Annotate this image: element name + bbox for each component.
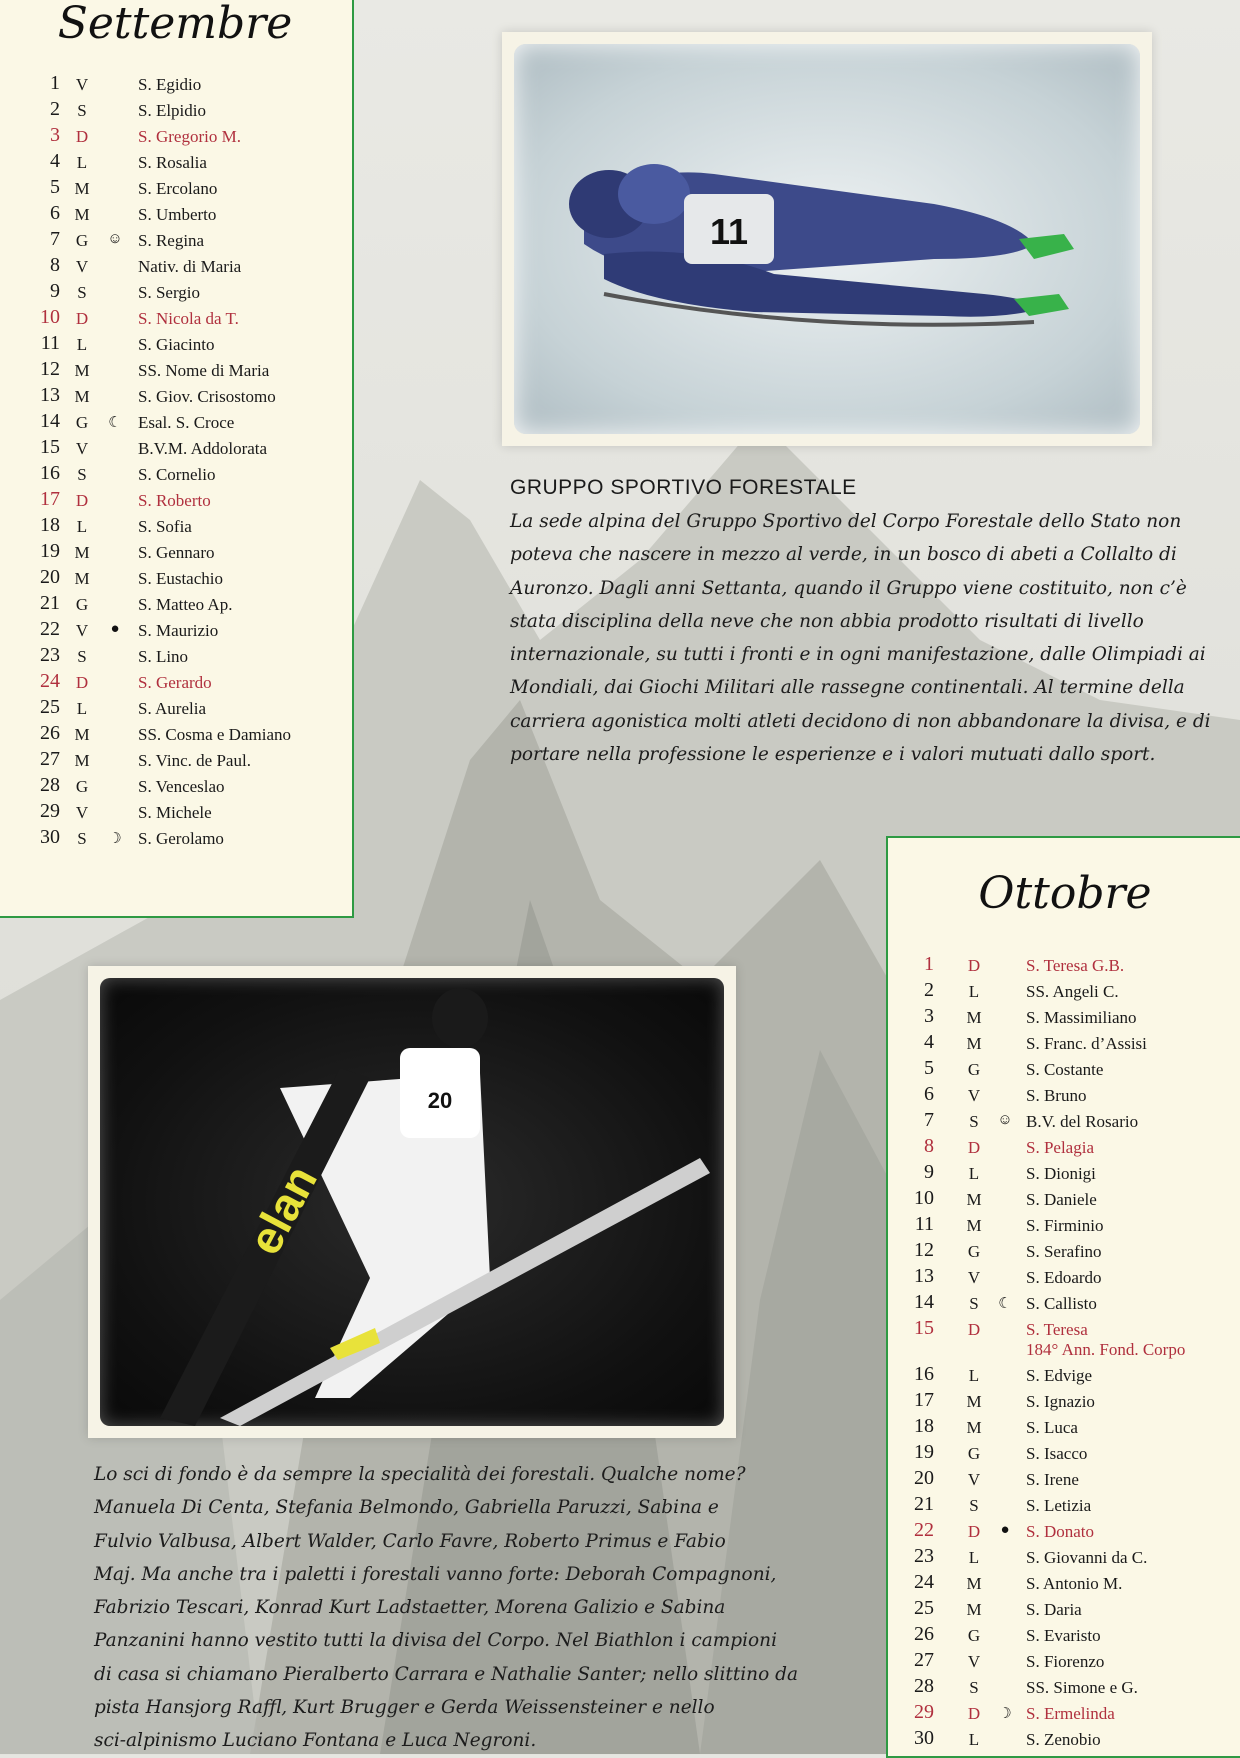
saint-name: S. Giacinto xyxy=(138,335,215,354)
saint-name: S. Aurelia xyxy=(138,699,206,718)
weekday-letter: D xyxy=(75,127,89,146)
moon-phase-icon: ☺ xyxy=(107,231,123,247)
weekday-letter: S xyxy=(77,647,87,666)
saint-name: S. Cornelio xyxy=(138,465,216,484)
weekday-letter: D xyxy=(967,956,981,975)
day-row xyxy=(888,1265,1238,1294)
text-line: pista Hansjorg Raffl, Kurt Brugger e Gerda Weissensteiner e nello xyxy=(94,1697,715,1719)
weekday-letter: V xyxy=(75,75,89,94)
weekday-letter: M xyxy=(74,543,90,562)
weekday-letter: M xyxy=(74,387,90,406)
day-number: 1 xyxy=(924,953,934,975)
text-line: Panzanini hanno vestito tutti la divisa del Corpo. Nel Biathlon i campioni xyxy=(94,1630,778,1652)
saint-name: S. Antonio M. xyxy=(1026,1574,1123,1593)
weekday-letter: L xyxy=(968,1548,980,1567)
weekday-letter: M xyxy=(966,1392,982,1411)
day-number: 21 xyxy=(40,592,60,614)
saint-name: S. Donato xyxy=(1026,1522,1094,1541)
day-row xyxy=(888,1441,1238,1470)
day-number: 2 xyxy=(50,98,60,120)
saint-name: S. Massimiliano xyxy=(1026,1008,1137,1027)
moon-phase-icon: ☺ xyxy=(997,1112,1013,1128)
saint-name: Esal. S. Croce xyxy=(138,413,235,432)
weekday-letter: M xyxy=(74,569,90,588)
weekday-letter: V xyxy=(967,1652,981,1671)
article-heading: GRUPPO SPORTIVO FORESTALE xyxy=(510,476,857,499)
weekday-letter: G xyxy=(75,231,89,250)
weekday-letter: D xyxy=(967,1138,981,1157)
day-row xyxy=(888,1701,1238,1730)
weekday-letter: D xyxy=(75,673,89,692)
day-number: 22 xyxy=(914,1519,934,1541)
weekday-letter: D xyxy=(967,1704,981,1723)
day-number: 17 xyxy=(914,1389,934,1411)
saint-name: S. Gregorio M. xyxy=(138,127,241,146)
saint-name: S. Giovanni da C. xyxy=(1026,1548,1148,1567)
moon-phase-icon: ☾ xyxy=(998,1296,1012,1312)
day-number: 18 xyxy=(914,1415,934,1437)
day-number: 25 xyxy=(914,1597,934,1619)
day-number: 27 xyxy=(40,748,60,770)
text-line: Fabrizio Tescari, Konrad Kurt Ladstaetter, Morena Galizio e Sabina xyxy=(94,1597,726,1619)
weekday-letter: V xyxy=(75,257,89,276)
day-number: 27 xyxy=(914,1649,934,1671)
day-number: 3 xyxy=(50,124,60,146)
october-calendar xyxy=(886,836,1240,1758)
weekday-letter: L xyxy=(968,982,980,1001)
text-line: portare nella professione le esperienze e i valori mutuati dallo sport. xyxy=(510,744,1156,766)
day-row xyxy=(888,979,1238,1008)
day-row xyxy=(888,1109,1238,1138)
luge-athlete-image xyxy=(514,44,1140,434)
text-line: Maj. Ma anche tra i paletti i forestali vanno forte: Deborah Compagnoni, xyxy=(94,1563,777,1585)
text-line: Lo sci di fondo è da sempre la specialità dei forestali. Qualche nome? xyxy=(94,1464,746,1485)
day-number: 7 xyxy=(924,1109,934,1131)
saint-name: S. Roberto xyxy=(138,491,211,510)
day-number: 16 xyxy=(914,1363,934,1385)
weekday-letter: V xyxy=(75,803,89,822)
day-row xyxy=(888,1571,1238,1600)
day-row xyxy=(888,1649,1238,1678)
weekday-letter: D xyxy=(75,491,89,510)
day-row xyxy=(888,1467,1238,1496)
saint-name: S. Costante xyxy=(1026,1060,1104,1079)
day-number: 6 xyxy=(50,202,60,224)
day-row xyxy=(888,1545,1238,1574)
weekday-letter: S xyxy=(77,101,87,120)
saint-name: S. Eustachio xyxy=(138,569,223,588)
day-number: 14 xyxy=(914,1291,934,1313)
day-row xyxy=(888,1727,1238,1756)
saint-name: SS. Simone e G. xyxy=(1026,1678,1138,1697)
day-number: 12 xyxy=(914,1239,934,1261)
saint-name: S. Sofia xyxy=(138,517,192,536)
day-row xyxy=(888,1597,1238,1626)
saint-name: S. Giov. Crisostomo xyxy=(138,387,276,406)
weekday-letter: M xyxy=(74,751,90,770)
weekday-letter: G xyxy=(967,1060,981,1079)
weekday-letter: S xyxy=(77,465,87,484)
day-row xyxy=(888,1363,1238,1392)
day-number: 26 xyxy=(40,722,60,744)
day-number: 23 xyxy=(40,644,60,666)
day-number: 11 xyxy=(914,1213,934,1235)
weekday-letter: G xyxy=(967,1444,981,1463)
day-row xyxy=(888,1161,1238,1190)
article-bottom-body xyxy=(94,1458,798,1758)
weekday-letter: V xyxy=(967,1470,981,1489)
day-row xyxy=(0,826,348,855)
weekday-letter: M xyxy=(74,179,90,198)
day-row xyxy=(888,1389,1238,1418)
day-row xyxy=(888,1083,1238,1112)
day-row xyxy=(888,1623,1238,1652)
weekday-letter: L xyxy=(76,699,88,718)
weekday-letter: G xyxy=(967,1242,981,1261)
day-number: 13 xyxy=(40,384,60,406)
day-note: 184° Ann. Fond. Corpo xyxy=(1026,1340,1186,1359)
saint-name: S. Sergio xyxy=(138,283,201,302)
day-number: 5 xyxy=(50,176,60,198)
saint-name: S. Irene xyxy=(1026,1470,1079,1489)
day-number: 24 xyxy=(914,1571,934,1593)
day-number: 28 xyxy=(40,774,60,796)
luge-photo xyxy=(502,32,1152,446)
weekday-letter: D xyxy=(967,1522,981,1541)
saint-name: S. Bruno xyxy=(1026,1086,1087,1105)
saint-name: S. Teresa G.B. xyxy=(1026,956,1125,975)
weekday-letter: S xyxy=(77,829,87,848)
day-number: 19 xyxy=(40,540,60,562)
saint-name: S. Matteo Ap. xyxy=(138,595,233,614)
weekday-letter: S xyxy=(969,1496,979,1515)
weekday-letter: G xyxy=(967,1626,981,1645)
day-number: 10 xyxy=(40,306,60,328)
text-line: internazionale, su tutti i fronti e in ogni manifestazione, dalle Olimpiadi ai xyxy=(510,644,1206,666)
day-number: 25 xyxy=(40,696,60,718)
day-number: 16 xyxy=(40,462,60,484)
saint-name: S. Rosalia xyxy=(138,153,207,172)
saint-name: S. Egidio xyxy=(138,75,202,94)
text-line: Fulvio Valbusa, Albert Walder, Carlo Favre, Roberto Primus e Fabio xyxy=(94,1530,726,1552)
day-number: 20 xyxy=(40,566,60,588)
saint-name: S. Vinc. de Paul. xyxy=(138,751,251,770)
moon-phase-icon: ☽ xyxy=(108,831,122,847)
saint-name: S. Pelagia xyxy=(1026,1138,1094,1157)
weekday-letter: M xyxy=(966,1008,982,1027)
weekday-letter: M xyxy=(966,1418,982,1437)
day-number: 13 xyxy=(914,1265,934,1287)
weekday-letter: S xyxy=(969,1678,979,1697)
weekday-letter: G xyxy=(75,777,89,796)
day-number: 24 xyxy=(40,670,60,692)
text-line: Mondiali, dai Giochi Militari alle rassegne continentali. Al termine della xyxy=(510,677,1185,699)
saint-name: SS. Cosma e Damiano xyxy=(138,725,291,744)
text-line: stata disciplina della neve che non abbia prodotto risultati di livello xyxy=(510,610,1144,632)
saint-name: S. Ercolano xyxy=(138,179,218,198)
saint-name: B.V.M. Addolorata xyxy=(138,439,268,458)
saint-name: S. Gerardo xyxy=(138,673,212,692)
day-number: 9 xyxy=(50,280,60,302)
saint-name: S. Letizia xyxy=(1026,1496,1092,1515)
weekday-letter: G xyxy=(75,413,89,432)
day-number: 15 xyxy=(914,1317,934,1339)
day-number: 10 xyxy=(914,1187,934,1209)
day-row xyxy=(888,1135,1238,1164)
text-line: La sede alpina del Gruppo Sportivo del Corpo Forestale dello Stato non xyxy=(510,511,1182,532)
moon-phase-icon: ● xyxy=(110,621,120,637)
saint-name: S. Elpidio xyxy=(138,101,207,120)
weekday-letter: S xyxy=(969,1112,979,1131)
saint-name: S. Firminio xyxy=(1026,1216,1104,1235)
day-number: 15 xyxy=(40,436,60,458)
day-number: 4 xyxy=(50,150,60,172)
saint-name: SS. Nome di Maria xyxy=(138,361,270,380)
saint-name: B.V. del Rosario xyxy=(1026,1112,1139,1131)
text-line: di casa si chiamano Pieralberto Carrara e Nathalie Santer; nello slittino da xyxy=(94,1663,798,1685)
september-calendar xyxy=(0,0,354,918)
saint-name: S. Edvige xyxy=(1026,1366,1093,1385)
weekday-letter: L xyxy=(968,1164,980,1183)
day-number: 5 xyxy=(924,1057,934,1079)
text-line: Manuela Di Centa, Stefania Belmondo, Gabriella Paruzzi, Sabina e xyxy=(94,1497,719,1519)
saint-name: Nativ. di Maria xyxy=(138,257,242,276)
article-top-body xyxy=(510,505,1211,771)
saint-name: S. Gerolamo xyxy=(138,829,224,848)
saint-name: S. Regina xyxy=(138,231,205,250)
day-number: 19 xyxy=(914,1441,934,1463)
saint-name: S. Gennaro xyxy=(138,543,215,562)
day-row xyxy=(888,1519,1238,1548)
day-number: 1 xyxy=(50,72,60,94)
weekday-letter: V xyxy=(75,439,89,458)
day-number: 18 xyxy=(40,514,60,536)
weekday-letter: L xyxy=(76,517,88,536)
moon-phase-icon: ☾ xyxy=(108,415,122,431)
saint-name: S. Nicola da T. xyxy=(138,309,239,328)
ski-jump-photo xyxy=(88,966,736,1438)
month-title: Settembre xyxy=(57,0,293,49)
saint-name: S. Serafino xyxy=(1026,1242,1102,1261)
weekday-letter: L xyxy=(968,1366,980,1385)
saint-name: S. Luca xyxy=(1026,1418,1078,1437)
day-number: 22 xyxy=(40,618,60,640)
weekday-letter: G xyxy=(75,595,89,614)
saint-name: SS. Angeli C. xyxy=(1026,982,1119,1001)
weekday-letter: D xyxy=(75,309,89,328)
saint-name: S. Lino xyxy=(138,647,189,666)
weekday-letter: L xyxy=(968,1730,980,1749)
saint-name: S. Edoardo xyxy=(1026,1268,1102,1287)
day-row xyxy=(888,1675,1238,1704)
day-number: 9 xyxy=(924,1161,934,1183)
day-row xyxy=(888,953,1238,982)
weekday-letter: M xyxy=(966,1034,982,1053)
text-line: poteva che nascere in mezzo al verde, in un bosco di abeti a Collalto di xyxy=(510,544,1177,566)
saint-name: S. Maurizio xyxy=(138,621,219,640)
saint-name: S. Isacco xyxy=(1026,1444,1088,1463)
day-number: 21 xyxy=(914,1493,934,1515)
saint-name: S. Teresa xyxy=(1026,1320,1088,1339)
day-number: 11 xyxy=(40,332,60,354)
weekday-letter: V xyxy=(967,1086,981,1105)
text-line: carriera agonistica molti atleti decidono di non abbandonare la divisa, e di xyxy=(510,710,1211,732)
day-number: 3 xyxy=(924,1005,934,1027)
weekday-letter: M xyxy=(966,1190,982,1209)
day-row xyxy=(888,1239,1238,1268)
day-number: 2 xyxy=(924,979,934,1001)
saint-name: S. Michele xyxy=(138,803,212,822)
day-number: 26 xyxy=(914,1623,934,1645)
day-row xyxy=(888,1493,1238,1522)
day-number: 29 xyxy=(914,1701,934,1723)
text-line: Auronzo. Dagli anni Settanta, quando il Gruppo viene costituito, non c’è xyxy=(510,577,1187,599)
day-row xyxy=(888,1005,1238,1034)
day-number: 8 xyxy=(50,254,60,276)
bib-number: 20 xyxy=(427,1088,453,1113)
weekday-letter: M xyxy=(74,205,90,224)
weekday-letter: L xyxy=(76,335,88,354)
day-row xyxy=(888,1415,1238,1444)
saint-name: S. Zenobio xyxy=(1026,1730,1101,1749)
month-title: Ottobre xyxy=(978,868,1152,919)
weekday-letter: V xyxy=(967,1268,981,1287)
day-number: 6 xyxy=(924,1083,934,1105)
day-number: 4 xyxy=(924,1031,934,1053)
day-number: 12 xyxy=(40,358,60,380)
day-row xyxy=(888,1291,1238,1320)
saint-name: S. Ermelinda xyxy=(1026,1704,1115,1723)
day-row-note xyxy=(888,1340,1238,1366)
day-number: 29 xyxy=(40,800,60,822)
weekday-letter: M xyxy=(966,1574,982,1593)
weekday-letter: M xyxy=(74,361,90,380)
day-number: 14 xyxy=(40,410,60,432)
saint-name: S. Umberto xyxy=(138,205,217,224)
day-number: 30 xyxy=(40,826,60,848)
saint-name: S. Daria xyxy=(1026,1600,1082,1619)
weekday-letter: M xyxy=(966,1216,982,1235)
weekday-letter: D xyxy=(967,1320,981,1339)
saint-name: S. Fiorenzo xyxy=(1026,1652,1105,1671)
weekday-letter: M xyxy=(74,725,90,744)
day-row xyxy=(888,1031,1238,1060)
weekday-letter: V xyxy=(75,621,89,640)
moon-phase-icon: ● xyxy=(1000,1522,1010,1538)
saint-name: S. Evaristo xyxy=(1026,1626,1101,1645)
day-number: 7 xyxy=(50,228,60,250)
day-row xyxy=(888,1213,1238,1242)
day-number: 20 xyxy=(914,1467,934,1489)
day-number: 28 xyxy=(914,1675,934,1697)
day-number: 23 xyxy=(914,1545,934,1567)
saint-name: S. Venceslao xyxy=(138,777,225,796)
saint-name: S. Daniele xyxy=(1026,1190,1097,1209)
saint-name: S. Ignazio xyxy=(1026,1392,1095,1411)
weekday-letter: S xyxy=(77,283,87,302)
saint-name: S. Callisto xyxy=(1026,1294,1097,1313)
moon-phase-icon: ☽ xyxy=(998,1706,1012,1722)
day-number: 30 xyxy=(914,1727,934,1749)
day-number: 17 xyxy=(40,488,60,510)
day-row xyxy=(888,1187,1238,1216)
weekday-letter: L xyxy=(76,153,88,172)
ski-jumper-image xyxy=(100,978,724,1426)
day-row xyxy=(888,1057,1238,1086)
weekday-letter: M xyxy=(966,1600,982,1619)
saint-name: S. Franc. d’Assisi xyxy=(1026,1034,1147,1053)
day-number: 8 xyxy=(924,1135,934,1157)
weekday-letter: S xyxy=(969,1294,979,1313)
bib-number: 11 xyxy=(709,211,749,252)
text-line: sci-alpinismo Luciano Fontana e Luca Negroni. xyxy=(94,1730,537,1752)
ski-brand-label: elan xyxy=(237,1157,328,1263)
saint-name: S. Dionigi xyxy=(1026,1164,1096,1183)
